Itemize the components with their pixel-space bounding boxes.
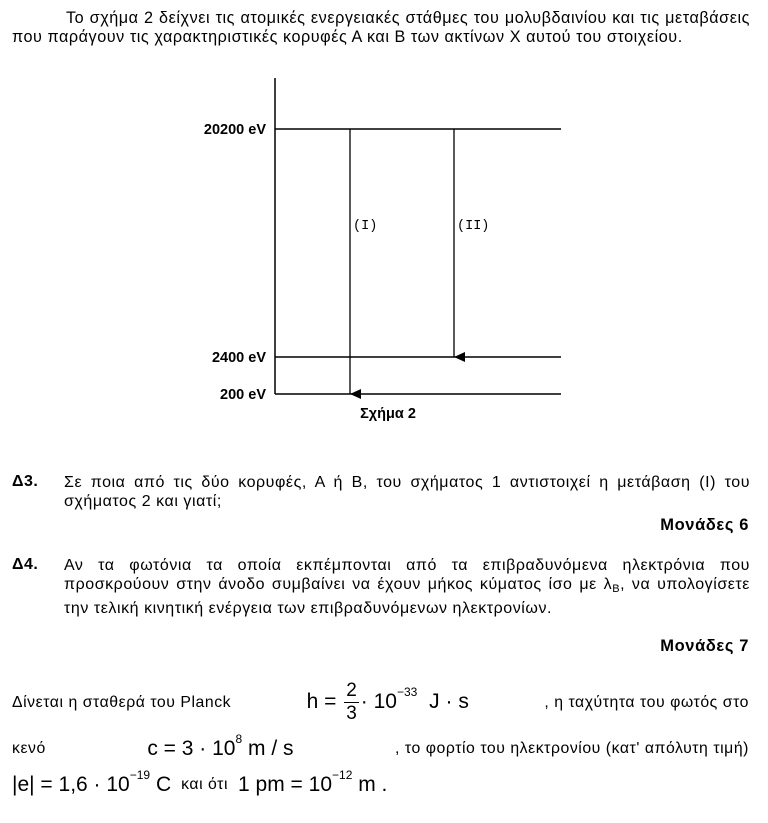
speed-of-light-formula: $c = 3 \cdot 10^8$ m / s bbox=[147, 732, 294, 760]
transition-label-II: (II) bbox=[457, 219, 490, 234]
question-number-d4: Δ4. bbox=[12, 556, 39, 573]
picometer-formula: 1 pm = $10^{-12}$ m . bbox=[238, 768, 388, 796]
level-label-20200: 20200 eV bbox=[203, 122, 266, 138]
lambda-symbol: λ bbox=[603, 576, 613, 593]
transition-label-I: (I) bbox=[353, 219, 378, 234]
question-number-d3: Δ3. bbox=[12, 473, 39, 490]
intro-paragraph: Το σχήμα 2 δείχνει τις ατομικές ενεργειακές στάθμες του μολυβδαινίου και τις μεταβάσεις που παράγουν τις χαρακτηριστικές κορυφές Α και Β των ακτίνων Χ αυτού του στοιχείου. bbox=[12, 9, 750, 46]
level-label-200: 200 eV bbox=[220, 387, 266, 403]
given-line-2: κενό $c = 3 \cdot 10^8$ m / s , το φορτίο του ηλεκτρονίου (κατ' απόλυτη τιμή) bbox=[12, 732, 749, 760]
given-line-3: $|e| = 1,6 \cdot 10^{-19}$ C και ότι 1 pm = $10^{-12}$ m . bbox=[12, 768, 388, 796]
marks-d3: Μονάδες 6 bbox=[660, 516, 749, 534]
lambda-subscript: Β bbox=[612, 583, 621, 595]
marks-d4: Μονάδες 7 bbox=[660, 637, 749, 655]
question-text-d3: Σε ποια από τις δύο κορυφές, Α ή Β, του σχήματος 1 αντιστοιχεί η μετάβαση (I) του σχήματος 2 και γιατί; bbox=[64, 474, 750, 510]
figure-caption: Σχήμα 2 bbox=[360, 406, 416, 422]
given-line-1: Δίνεται η σταθερά του Planck h = $\frac{2}{3}$ · $10^{-33}$ J · s , η ταχύτητα του φωτός στο bbox=[12, 680, 749, 724]
planck-formula: h = $\frac{2}{3}$ · $10^{-33}$ J · s bbox=[306, 680, 469, 724]
electron-charge-formula: $|e| = 1,6 \cdot 10^{-19}$ C bbox=[12, 768, 172, 796]
level-label-2400: 2400 eV bbox=[211, 350, 266, 366]
question-text-d4: Αν τα φωτόνια τα οποία εκπέμπονται από τα επιβραδυνόμενα ηλεκτρόνια που προσκρούουν στην άνοδο συμβαίνει να έχουν μήκος κύματος ίσο με $\lambda_B$, να υπολογίσετε την τελική κινητική ενέργεια των επιβραδυνόμενων ηλεκτρονίων. bbox=[64, 557, 750, 617]
